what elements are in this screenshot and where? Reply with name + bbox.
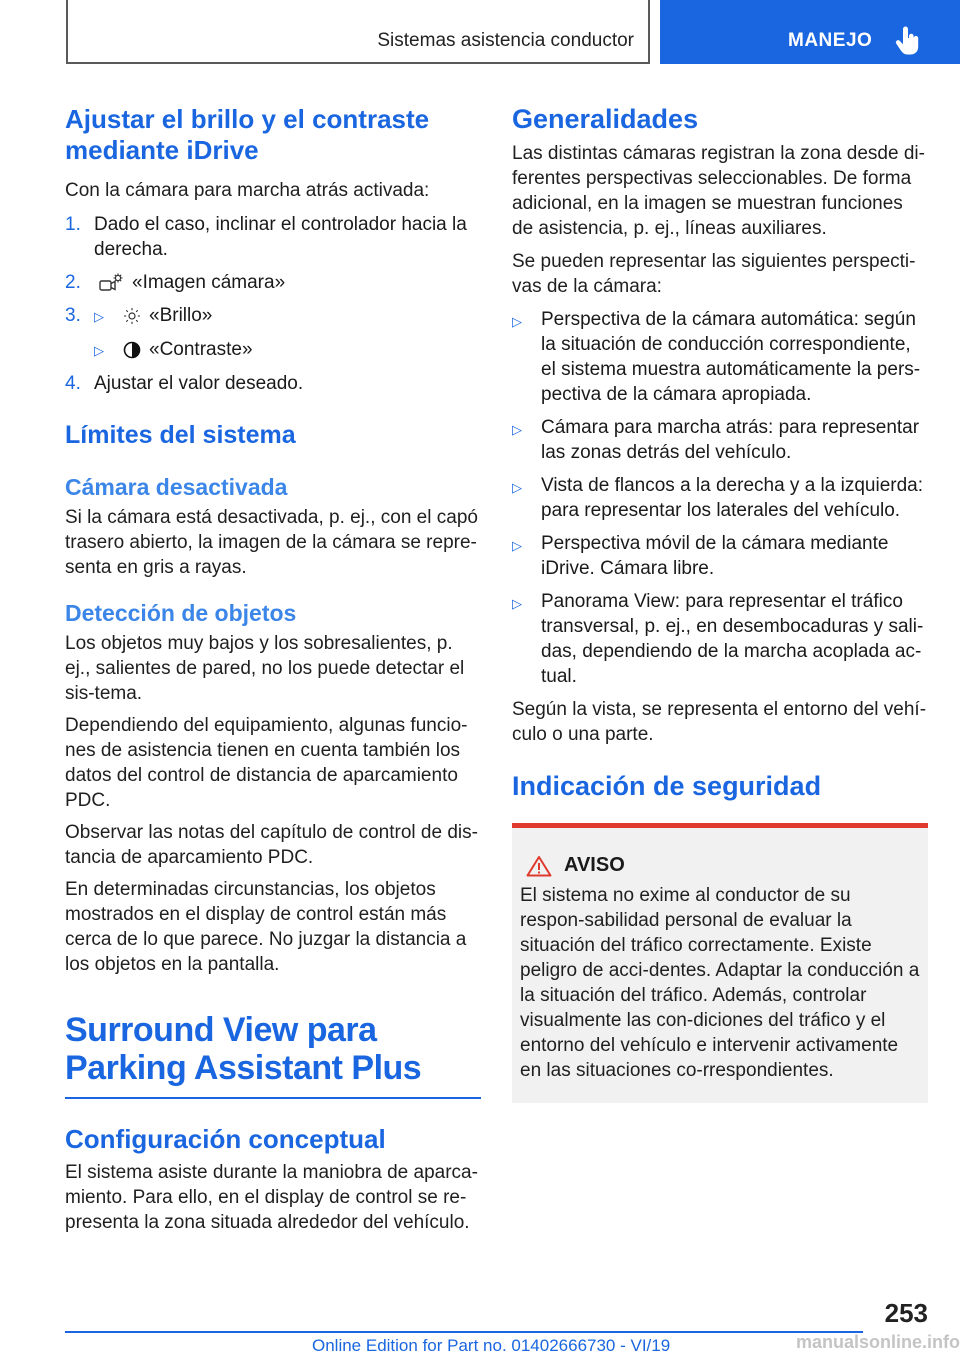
step-1: 1. Dado el caso, inclinar el controlador hacia la derecha. bbox=[65, 214, 467, 260]
step-3: 3. ▷ «Brillo» bbox=[65, 303, 481, 329]
main-heading: Surround View para Parking Assistant Plus bbox=[65, 1011, 422, 1087]
concept-heading: Configuración conceptual bbox=[65, 1124, 386, 1154]
list-item: ▷ Perspectiva móvil de la cámara mediante iDrive. Cámara libre. bbox=[512, 533, 889, 579]
list-item: ▷ Perspectiva de la cámara automática: según la situación de conducción correspondiente, el sistema muestra automáticamente la pers‐pectiva de la cámara apropiada. bbox=[512, 309, 921, 405]
hand-pointer-icon bbox=[893, 26, 923, 56]
section-title: Sistemas asistencia conductor bbox=[377, 30, 634, 51]
general-p2: Se pueden representar las siguientes perspecti‐vas de la cámara: bbox=[512, 251, 916, 297]
list-item: ▷ Panorama View: para representar el tráfico transversal, p. ej., en desembocaduras y sali‐das, dependiendo de la marcha acoplada ac‐tual. bbox=[512, 591, 924, 687]
contrast-icon bbox=[123, 341, 141, 359]
steps-list bbox=[65, 212, 481, 396]
camera-off-heading: Cámara desactivada bbox=[65, 474, 288, 500]
warning-text: El sistema no exime al conductor de su respon‐sabilidad personal de evaluar la situación del tráfico correctamente. Existe peligro de acci‐dentes. Adaptar la conducción a la situación del tráfico. Además, controlar visualmente las con‐diciones del tráfico y el entorno del vehículo e intervenir activamente en las situaciones co‐rrespondientes. bbox=[520, 885, 920, 1081]
brightness-intro: Con la cámara para marcha atrás activada: bbox=[65, 180, 430, 201]
page-number: 253 bbox=[884, 1298, 928, 1328]
footer-rule bbox=[65, 1331, 863, 1333]
section-header bbox=[66, 0, 650, 64]
general-p1: Las distintas cámaras registran la zona desde di‐ferentes perspectivas seleccionables. De forma adicional, en la imagen se muestran funciones de asistencia, p. ej., líneas auxiliares. bbox=[512, 143, 925, 239]
step-3-sub: ▷ «Contraste» bbox=[65, 337, 481, 363]
object-detection-p1: Los objetos muy bajos y los sobresalientes, p. ej., salientes de pared, no los puede detectar el sis‐tema. bbox=[65, 633, 465, 704]
object-detection-p4: En determinadas circunstancias, los objetos mostrados en el display de control están más cerca de lo que parece. No juzgar la distancia a los objetos en la pantalla. bbox=[65, 879, 467, 975]
general-p3: Según la vista, se representa el entorno del vehí‐culo o una parte. bbox=[512, 699, 927, 745]
watermark: manualsonline.info bbox=[795, 1332, 960, 1352]
perspectives-list bbox=[512, 307, 928, 689]
brightness-sun-icon bbox=[123, 307, 141, 325]
warning-title: AVISO bbox=[564, 854, 625, 876]
concept-text: El sistema asiste durante la maniobra de aparca‐miento. Para ello, en el display de control se re‐presenta la zona situada alrededor del vehículo. bbox=[65, 1162, 478, 1233]
bullet-marker: ▷ bbox=[94, 309, 104, 324]
brightness-heading: Ajustar el brillo y el contraste mediante iDrive bbox=[65, 104, 430, 165]
step-2: 2. «Imagen cámara» bbox=[65, 272, 286, 293]
camera-off-text: Si la cámara está desactivada, p. ej., con el capó trasero abierto, la imagen de la cámara se repre‐senta en gris a rayas. bbox=[65, 507, 478, 578]
object-detection-heading: Detección de objetos bbox=[65, 600, 297, 626]
step-4: 4. Ajustar el valor deseado. bbox=[65, 373, 304, 394]
warning-header bbox=[520, 854, 920, 877]
list-item: ▷ Cámara para marcha atrás: para representar las zonas detrás del vehículo. bbox=[512, 417, 920, 463]
right-column bbox=[512, 104, 928, 1103]
left-column bbox=[65, 104, 481, 1235]
general-heading: Generalidades bbox=[512, 104, 699, 134]
limits-heading: Límites del sistema bbox=[65, 421, 296, 449]
warning-box bbox=[512, 823, 928, 1103]
chapter-title: MANEJO bbox=[788, 30, 873, 51]
object-detection-p2: Dependiendo del equipamiento, algunas funcio‐nes de asistencia tienen en cuenta también los datos del control de distancia de aparcamiento PDC. bbox=[65, 715, 468, 811]
warning-triangle-icon bbox=[526, 855, 552, 877]
object-detection-p3: Observar las notas del capítulo de control de dis‐tancia de aparcamiento PDC. bbox=[65, 822, 478, 868]
safety-heading: Indicación de seguridad bbox=[512, 771, 822, 801]
bullet-marker: ▷ bbox=[94, 343, 104, 358]
list-item: ▷ Vista de flancos a la derecha y a la izquierda: para representar los laterales del vehículo. bbox=[512, 475, 923, 521]
edition-text: Online Edition for Part no. 01402666730 - VI/19 bbox=[312, 1336, 671, 1355]
camera-settings-icon bbox=[98, 273, 124, 293]
main-heading-rule bbox=[65, 1097, 481, 1099]
